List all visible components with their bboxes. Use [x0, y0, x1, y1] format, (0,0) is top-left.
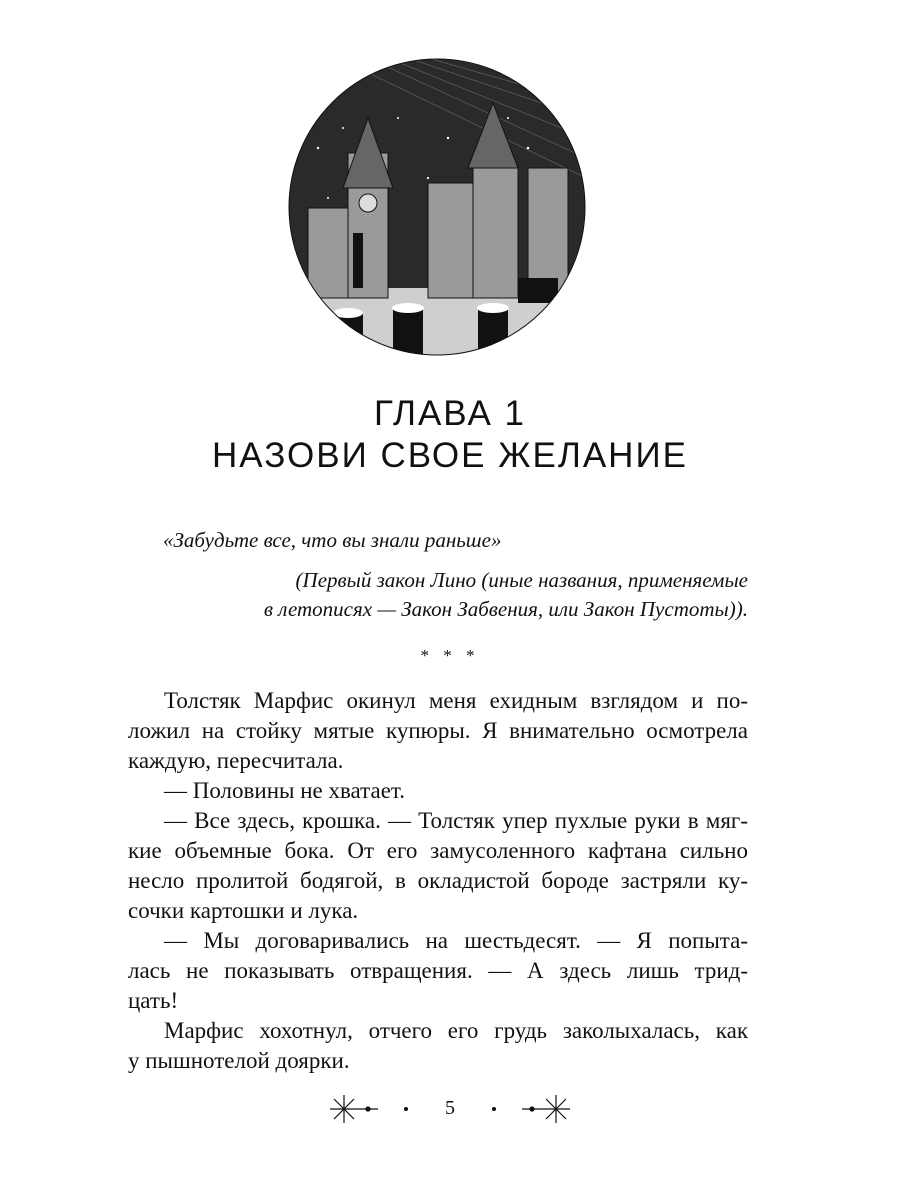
- text-line: несло пролитой бодягой, в окладистой бороде застряли ку-: [128, 868, 748, 893]
- epigraph-quote: «Забудьте все, что вы знали раньше»: [163, 528, 502, 552]
- text-line: — Мы договаривались на шестьдесят. — Я попыта-: [164, 928, 748, 953]
- text-line: сочки картошки и лука.: [128, 898, 359, 923]
- text-line: — Все здесь, крошка. — Толстяк упер пухлые руки в мяг-: [164, 808, 748, 833]
- text-line: — Половины не хватает.: [164, 778, 405, 803]
- text-line: ложил на стойку мятые купюры. Я внимательно осмотрела: [128, 718, 748, 743]
- text-line: у пышнотелой доярки.: [128, 1048, 350, 1073]
- section-separator: * * *: [420, 646, 480, 665]
- text-line: кие объемные бока. От его замусоленного кафтана сильно: [128, 838, 748, 863]
- epigraph-source-line-1: (Первый закон Лино (иные названия, применяемые: [295, 568, 748, 592]
- text-line: цать!: [128, 988, 179, 1013]
- page-number: 5: [445, 1097, 455, 1119]
- text-line: лась не показывать отвращения. — А здесь лишь трид-: [128, 958, 748, 983]
- chapter-number: ГЛАВА 1: [373, 394, 527, 433]
- text-line: Толстяк Марфис окинул меня ехидным взглядом и по-: [164, 688, 748, 713]
- text-line: Марфис хохотнул, отчего его грудь заколыхалась, как: [164, 1018, 748, 1043]
- epigraph-source-line-2: в летописях — Закон Забвения, или Закон Пустоты)).: [263, 597, 748, 621]
- text-line: каждую, пересчитала.: [128, 748, 344, 773]
- winter-town-illustration: [288, 58, 586, 356]
- body-text: [128, 686, 748, 1076]
- chapter-title: НАЗОВИ СВОЕ ЖЕЛАНИЕ: [212, 436, 688, 475]
